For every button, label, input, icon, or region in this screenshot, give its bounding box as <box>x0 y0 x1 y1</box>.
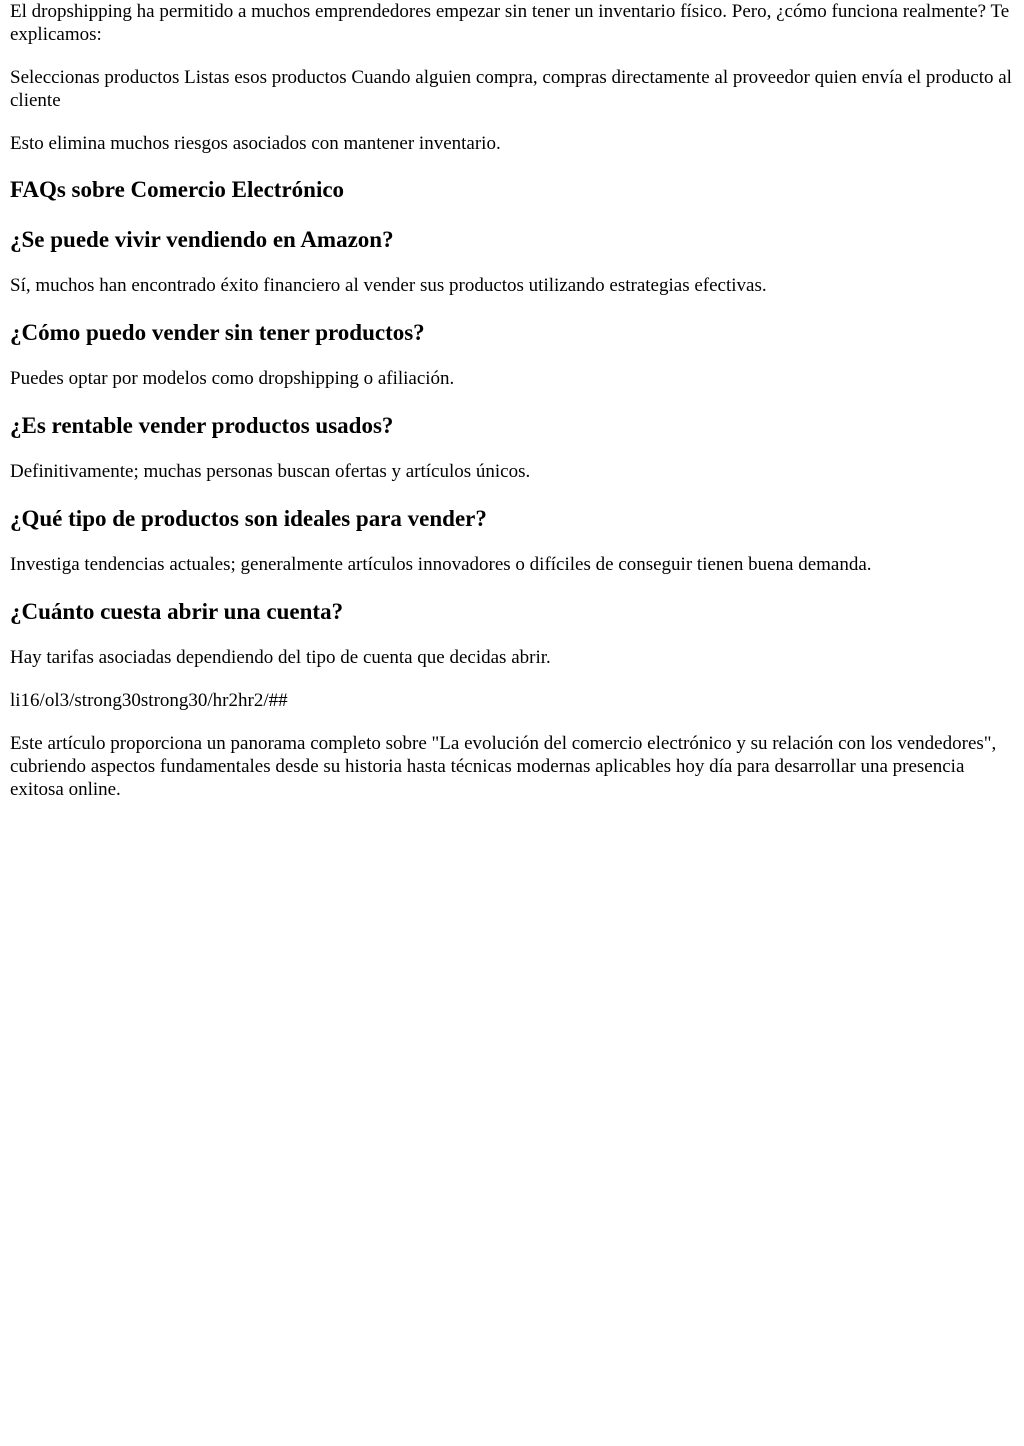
faq-heading: FAQs sobre Comercio Electrónico <box>10 177 345 202</box>
faq-question: ¿Cuánto cuesta abrir una cuenta? <box>10 599 344 624</box>
faq-question: ¿Es rentable vender productos usados? <box>10 413 394 438</box>
dropshipping-steps: Seleccionas productos Listas esos productos Cuando alguien compra, compras directamente al proveedor quien envía el producto al cliente <box>10 67 1012 111</box>
intro-paragraph: El dropshipping ha permitido a muchos emprendedores empezar sin tener un inventario físico. Pero, ¿cómo funciona realmente? Te explicamos: <box>10 1 1010 45</box>
faq-answer: Puedes optar por modelos como dropshipping o afiliación. <box>10 368 455 389</box>
risk-note: Esto elimina muchos riesgos asociados con mantener inventario. <box>10 133 501 154</box>
faq-answer: Definitivamente; muchas personas buscan ofertas y artículos únicos. <box>10 461 531 482</box>
faq-answer: Hay tarifas asociadas dependiendo del tipo de cuenta que decidas abrir. <box>10 647 551 668</box>
faq-question: ¿Qué tipo de productos son ideales para vender? <box>10 506 487 531</box>
markup-residue-text: li16/ol3/strong30strong30/hr2hr2/## <box>10 690 288 711</box>
faq-question: ¿Cómo puedo vender sin tener productos? <box>10 320 425 345</box>
faq-question: ¿Se puede vivir vendiendo en Amazon? <box>10 227 394 252</box>
faq-answer: Investiga tendencias actuales; generalmente artículos innovadores o difíciles de conseguir tienen buena demanda. <box>10 554 872 575</box>
summary-paragraph: Este artículo proporciona un panorama completo sobre "La evolución del comercio electrónico y su relación con los vendedores", cubriendo aspectos fundamentales desde su historia hasta técnicas modernas aplicables hoy día para desarrollar una presencia exitosa online. <box>10 733 997 800</box>
faq-answer: Sí, muchos han encontrado éxito financiero al vender sus productos utilizando estrategias efectivas. <box>10 275 767 296</box>
